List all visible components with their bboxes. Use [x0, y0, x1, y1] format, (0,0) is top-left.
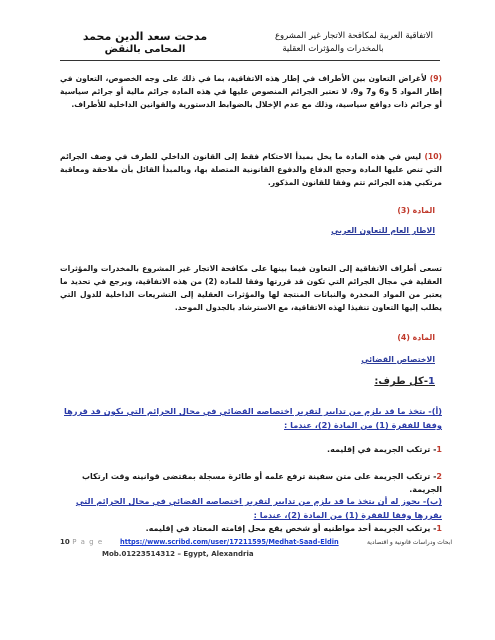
item-text: - يرتكب الجريمة أحد مواطنيه أو شخص يقع محل إقامته المعتاد في إقليمه.	[145, 524, 437, 533]
article-4-heading: المادة (4)	[397, 333, 435, 342]
header-divider	[60, 60, 440, 61]
section-number: 1	[428, 376, 435, 387]
page-number: 10	[60, 538, 70, 546]
paragraph-10	[60, 150, 442, 189]
item-number: 1	[436, 445, 442, 454]
scribd-profile-link[interactable]: https://www.scribd.com/user/17211595/Medhat-Saad-Eldin	[120, 538, 339, 546]
article-3-subheading: الاطار العام للتعاون العربي	[331, 226, 435, 235]
document-title-block	[233, 30, 433, 56]
article-4-subheading: الاختصاص القضائي	[361, 355, 435, 364]
clause-a-item-1	[60, 443, 442, 456]
author-block	[70, 30, 220, 56]
section-label: -كل طرف:	[374, 376, 429, 387]
article-3-heading: المادة (3)	[397, 206, 435, 215]
item-text: - ترتكب الجريمة في إقليمه.	[327, 445, 437, 454]
page-footer	[30, 538, 470, 560]
author-role: المحامى بالنقض	[104, 44, 186, 55]
document-title-line2: بالمخدرات والمؤثرات العقلية	[282, 44, 384, 54]
author-name: مدحت سعد الدين محمد	[82, 30, 208, 43]
footer-caption: ابحاث ودراسات قانونية و اقتصادية	[367, 539, 452, 546]
footer-mobile: Mob.01223514312 – Egypt, Alexandria	[102, 550, 254, 558]
paragraph-text: لأغراض التعاون بين الأطراف في إطار هذه الاتفاقية، بما في ذلك على وجه الخصوص، التعاون في إطار المواد 5 و6 و7 و9، لا تعتبر الجرائم المنصوص عليها في هذه المادة جرائم مالية أو جرائم سياسية أو جرائم ذات دوافع سياسية، وذلك مع عدم الإخلال بالضوابط الدستورية والقوانين الداخلية للأطراف.	[60, 74, 442, 109]
paragraph-9	[60, 72, 442, 111]
clause-b: (ب)- يجوز له أن يتخذ ما قد يلزم من تدابير لتقرير اختصاصه القضائي في مجال الجرائم التي يقررها وفقا للفقرة (1) من المادة (2)، عندما :	[75, 496, 442, 520]
paragraph-number: (10)	[424, 152, 442, 161]
paragraph-text: ليس في هذه المادة ما يخل بمبدأ الاحتكام فقط إلى القانون الداخلي للطرف في وصف الجرائم التي تنص عليها المادة وحجج الدفاع والدفوع القانونية المتصلة بها، وبالمبدأ القائل بأن ملاحقة ومعاقبة مرتكبي هذه الجرائم تتم وفقا للقانون المذكور.	[60, 152, 442, 187]
document-title-line1: الاتفاقية العربية لمكافحة الاتجار غير المشروع	[274, 31, 433, 41]
clause-a: (أ)- يتخذ ما قد يلزم من تدابير لتقرير اختصاصه القضائي في مجال الجرائم التي يكون قد قررها وفقا للفقرة (1) من المادة (2)، عندما :	[64, 406, 442, 430]
paragraph-number: (9)	[429, 74, 442, 83]
item-number: 1	[436, 524, 442, 533]
page-number-block	[60, 538, 103, 546]
page-word: P a g e	[72, 538, 104, 546]
each-party-heading	[374, 376, 435, 387]
clause-a-item-2	[60, 470, 442, 496]
item-number: 2	[436, 472, 442, 481]
clause-b-item-1	[60, 522, 442, 535]
item-text: - ترتكب الجريمة على متن سفينة ترفع علمه أو طائرة مسجلة بمقتضى قوانينه وقت ارتكاب الجريمة.	[82, 472, 442, 494]
article-3-text: تسعى أطراف الاتفاقية إلى التعاون فيما بينها على مكافحة الاتجار غير المشروع بالمخدرات والمؤثرات العقلية في مجال الجرائم التي تكون قد قررتها وفقا للمادة (2) من هذه الاتفاقية، ويرجع في تحديد ما يعتبر من المواد المخدرة والنباتات المنتجة لها والمؤثرات العقلية إلى التشريعات الداخلية للدول التي يطلب إليها التعاون تنفيذا لهذه الاتفاقية، مع الاسترشاد بالجدول الموحد.	[60, 264, 442, 312]
